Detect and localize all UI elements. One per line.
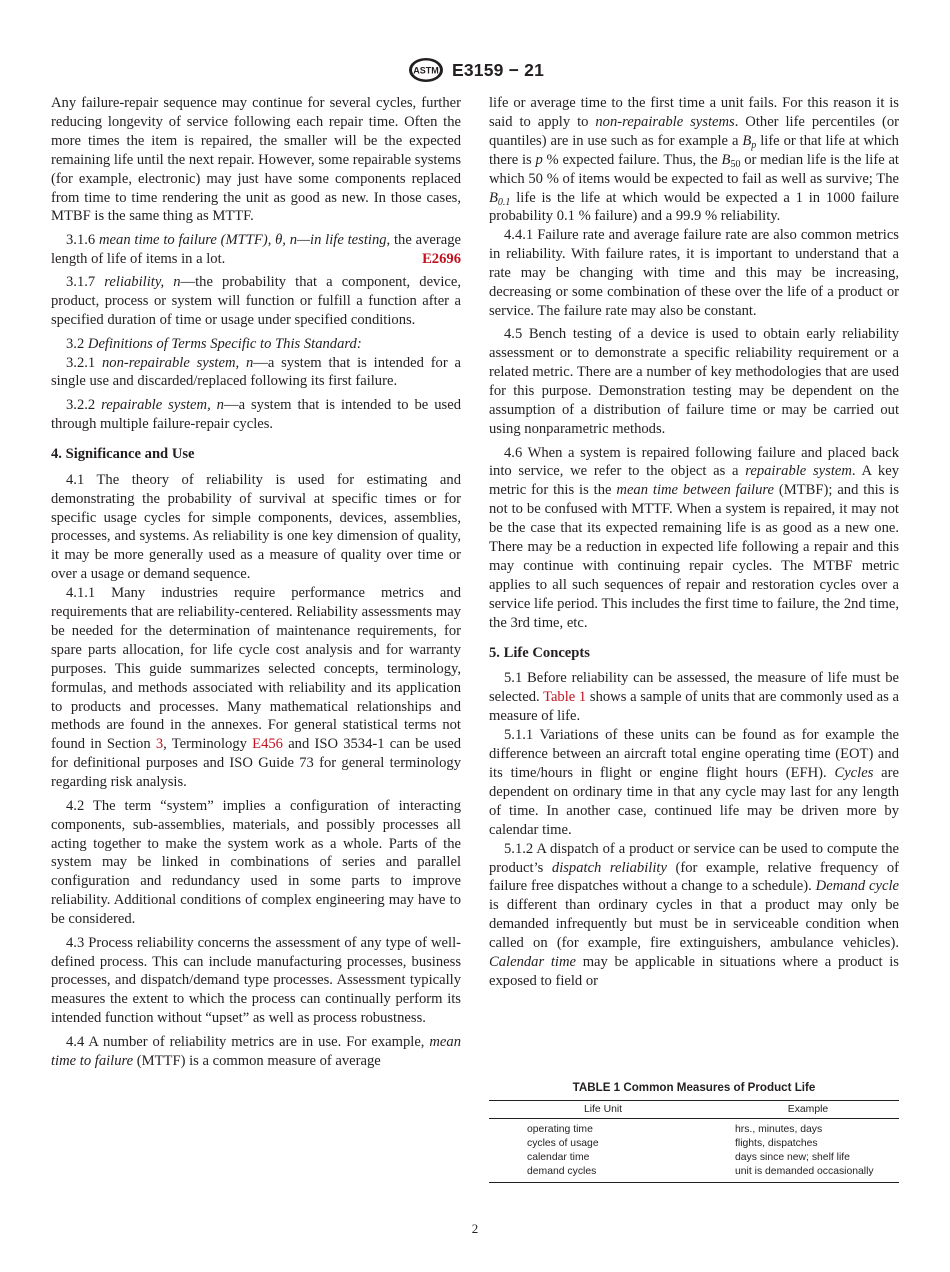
column-header-life-unit: Life Unit [489,1101,717,1119]
table-cell: flights, dispatches [735,1138,818,1149]
paragraph-4-4: 4.4 A number of reliability metrics are in use. For example, mean time to failure (MTTF) is a common measure of average [51,1033,461,1069]
table-row [489,1165,899,1183]
paragraph-5-1: 5.1 Before reliability can be assessed, the measure of life must be selected. Table 1 shows a sample of units that are commonly used as a measure of life. [489,670,899,725]
column-header-example: Example [717,1101,899,1119]
astm-logo-text: ASTM [413,65,439,76]
definition-3-1-7: 3.1.7 reliability, n—the probability that a component, device, product, process or system will function or fulfill a function after a specified duration of time or usage under specified conditions. [51,274,461,329]
right-column [489,94,899,995]
section-3-2-heading: 3.2 Definitions of Terms Specific to This Standard: [66,335,362,352]
table-cell: operating time [527,1124,593,1135]
page-number: 2 [471,1221,479,1236]
table-cell: days since new; shelf life [735,1152,850,1163]
definition-3-2-2: 3.2.2 repairable system, n—a system that is intended to be used through multiple failure-repair cycles. [51,396,461,432]
paragraph-5-1-1: 5.1.1 Variations of these units can be found as for example the difference between an aircraft total engine operating time (EOT) and its time/hours in flight or engine flight hours (EFH). Cycles are dependent on ordinary time in that any cycle may last for any length of time. In another case, continued life may be driven more by calendar time. [489,727,899,838]
paragraph-4-3: 4.3 Process reliability concerns the assessment of any type of well-defined process. This can include manufacturing processes, business processes, and dispatch/demand type processes. Assessment typically measures the extent to which the process can continually perform its intended function without “upset” as well as process robustness. [51,934,461,1027]
table-cell: unit is demanded occasionally [735,1166,874,1177]
left-column [51,94,461,1075]
paragraph-5-1-2: 5.1.2 A dispatch of a product or service can be used to compute the product’s dispatch reliability (for example, relative frequency of failure free dispatches without a change to a schedule). Demand cycle is different than ordinary cycles in that a product may only be demanded infrequently but must be in serviceable condition when called on (for example, fire extinguishers, ambulance vehicles). Calendar time may be applicable in situations where a product is exposed to field or [489,840,900,989]
paragraph-4-1-1: 4.1.1 Many industries require performance metrics and requirements that are reliability-centered. Reliability assessments may be needed for the determination of maintenance requirements, for spare parts allocation, for life cycle cost analysis and for warranty purposes. This guide summarizes selected concepts, terminology, formulas, and methods associated with reliability and its application to products and processes. Many mathematical relationships and methods are found in the annexes. For general statistical terms not found in Section 3, Terminology E456 and ISO 3534-1 can be used for definitional purposes and ISO Guide 73 for general terminology regarding risk analysis. [51,585,462,791]
definition-3-1-6: 3.1.6 mean time to failure (MTTF), θ, n—in life testing, the average length of life of items in a lot. E2696 [51,231,461,267]
table-1-link[interactable]: Table 1 [543,689,587,706]
paragraph-4-2: 4.2 The term “system” implies a configuration of interacting components, sub-assemblies, materials, and possibly processes all acting together to make the system work as a whole. Parts of the system may be linked in combinations of series and parallel configuration and redundancy used in some parts to improve reliability. Additional conditions of complex engineering may have to be considered. [51,797,461,928]
paragraph-continuation: Any failure-repair sequence may continue for several cycles, further reducing longevity of service following each repair time. Often the more times the item is repaired, the smaller will be the expected remaining life until the next repair. However, some repairable systems (for example, electronic) may just have some components replaced from time to time rendering the unit as good as new. In those cases, MTBF is the same thing as MTTF. [51,95,461,225]
paragraph-4-6: 4.6 When a system is repaired following failure and placed back into service, we refer to the object as a repairable system. A key metric for this is the mean time between failure (MTBF); and this is not to be confused with MTTF. When a system is repaired, it may not be the case that its expected remaining life is as good as a new one. There may be a reduction in expected life following a repair and this may continue with continuing repair cycles. The MTBF metric applies to all such sequences of repair and restoration cycles over a service life period. This includes the first time to failure, the 2nd time, the 3rd time, etc. [489,444,899,631]
document-designation: E3159 − 21 [451,59,544,80]
table-cell: hrs., minutes, days [735,1124,823,1135]
table-cell: cycles of usage [527,1138,599,1149]
table-header-row [489,1101,899,1119]
astm-logo-icon [406,57,446,83]
paragraph-4-4-1: 4.4.1 Failure rate and average failure rate are also common metrics in reliability. With failure rates, it is important to understand that a rate may be changing with time and this may be increasing, decreasing or some combination of these over the life of a product or service. The failure rate may also be constant. [489,227,899,319]
section-3-link[interactable]: 3 [155,736,164,753]
section-4-heading: 4. Significance and Use [51,445,195,462]
ref-e2696-link[interactable]: E2696 [422,250,461,267]
life-measures-table [489,1100,899,1183]
table-cell: demand cycles [527,1166,597,1177]
ref-e456-link[interactable]: E456 [252,736,283,753]
paragraph-4-4-continued: life or average time to the first time a unit fails. For this reason it is said to apply to non-repairable systems. Other life percentiles (or quantiles) are in use such as for example a $B_p$ life or that life at which there is p % expected failure. Thus, the $B_{50}$ or median life is the life at which 50 % of items would be expected to fail as well as survive; The $B_{0.1}$ life is the life at which would be expected a 1 in 1000 failure probability 0.1 % failure) and a 99.9 % reliability. [489,95,899,225]
section-5-heading: 5. Life Concepts [489,644,590,661]
paragraph-4-5: 4.5 Bench testing of a device is used to obtain early reliability assessment or to demonstrate a specific reliability requirement or a related metric. There are a number of key methodologies that are used for this purpose. Demonstration testing may be dependent on the assumption of a distribution of failure time or may be carried out using nonparametric methods. [489,326,899,437]
table-row [489,1119,899,1138]
table-cell: calendar time [527,1152,590,1163]
table-title: TABLE 1 Common Measures of Product Life [572,1081,816,1094]
table-row [489,1137,899,1151]
page-header [0,57,950,83]
table-row [489,1151,899,1165]
paragraph-4-1: 4.1 The theory of reliability is used for estimating and demonstrating the probability of survival at specific times or for specific usage cycles for simple components, devices, assemblies, processes, and systems. As reliability is one key dimension of quality, it may be more generally used as a measure of quality over time or over a usage or demand sequence. [51,471,461,583]
definition-3-2-1: 3.2.1 non-repairable system, n—a system that is intended for a single use and discarded/replaced following its first failure. [51,354,461,390]
table-1 [489,1081,899,1183]
